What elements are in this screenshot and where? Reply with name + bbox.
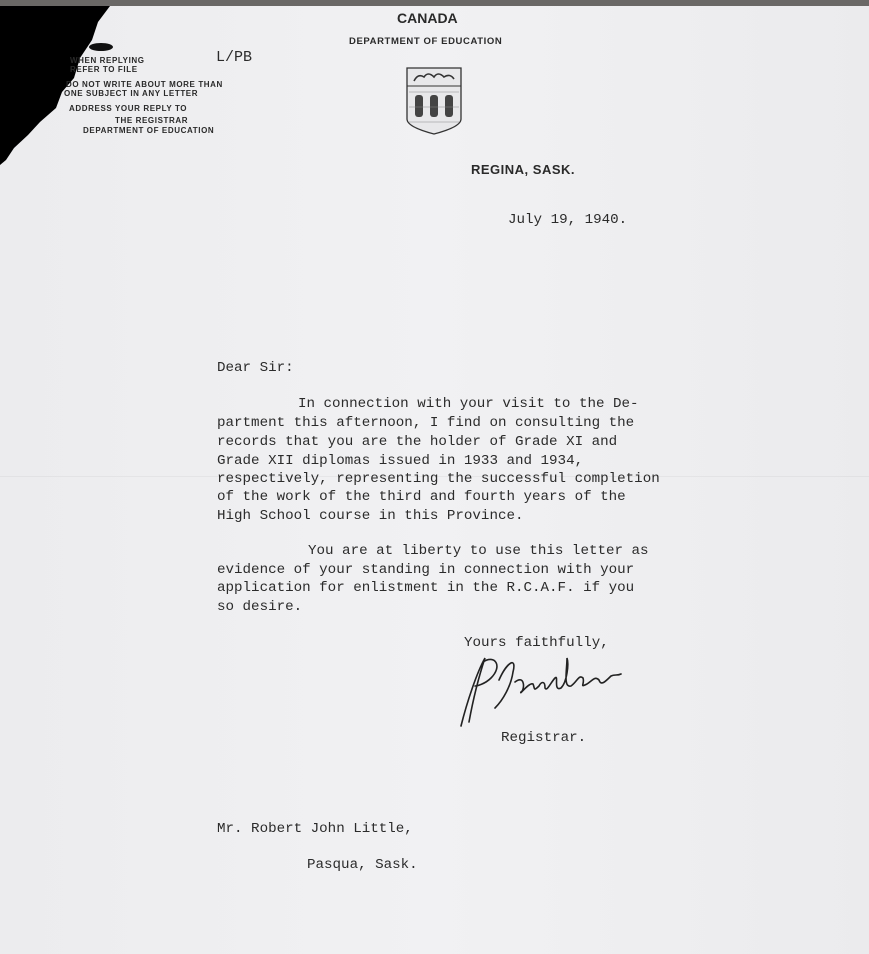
notice-line: DEPARTMENT OF EDUCATION (83, 126, 215, 135)
saskatchewan-coat-of-arms-icon (406, 67, 462, 135)
notice-line: WHEN REPLYING (70, 56, 145, 65)
paragraph-line: In connection with your visit to the De- (298, 396, 639, 412)
notice-line: REFER TO FILE (70, 65, 138, 74)
letterhead-country: CANADA (397, 10, 458, 26)
paragraph-line: records that you are the holder of Grade XI and (217, 434, 618, 450)
letterhead-location: REGINA, SASK. (471, 162, 576, 177)
signer-title: Registrar. (501, 730, 587, 746)
paragraph-line: application for enlistment in the R.C.A.F. if you (217, 580, 635, 596)
salutation: Dear Sir: (217, 360, 294, 376)
notice-line: DO NOT WRITE ABOUT MORE THAN (66, 80, 223, 89)
paragraph-line: evidence of your standing in connection with your (217, 562, 635, 578)
notice-line: ONE SUBJECT IN ANY LETTER (64, 89, 199, 98)
paragraph-line: You are at liberty to use this letter as (308, 543, 649, 559)
paragraph-line: of the work of the third and fourth years of the (217, 489, 626, 505)
paragraph-line: Grade XII diplomas issued in 1933 and 1934, (217, 453, 584, 469)
recipient-name: Mr. Robert John Little, (217, 821, 413, 837)
closing: Yours faithfully, (464, 635, 609, 651)
paragraph-line: respectively, representing the successful completion (217, 471, 660, 487)
handwritten-signature (455, 652, 630, 732)
paragraph-line: partment this afternoon, I find on consulting the (217, 415, 635, 431)
paragraph-line: High School course in this Province. (217, 508, 524, 524)
file-reference: L/PB (216, 49, 253, 66)
recipient-address: Pasqua, Sask. (307, 857, 418, 873)
letter-date: July 19, 1940. (508, 212, 628, 228)
paragraph-line: so desire. (217, 599, 303, 615)
letterhead-department: DEPARTMENT OF EDUCATION (349, 36, 503, 47)
notice-line: ADDRESS YOUR REPLY TO (69, 104, 188, 113)
notice-line: THE REGISTRAR (115, 116, 189, 125)
